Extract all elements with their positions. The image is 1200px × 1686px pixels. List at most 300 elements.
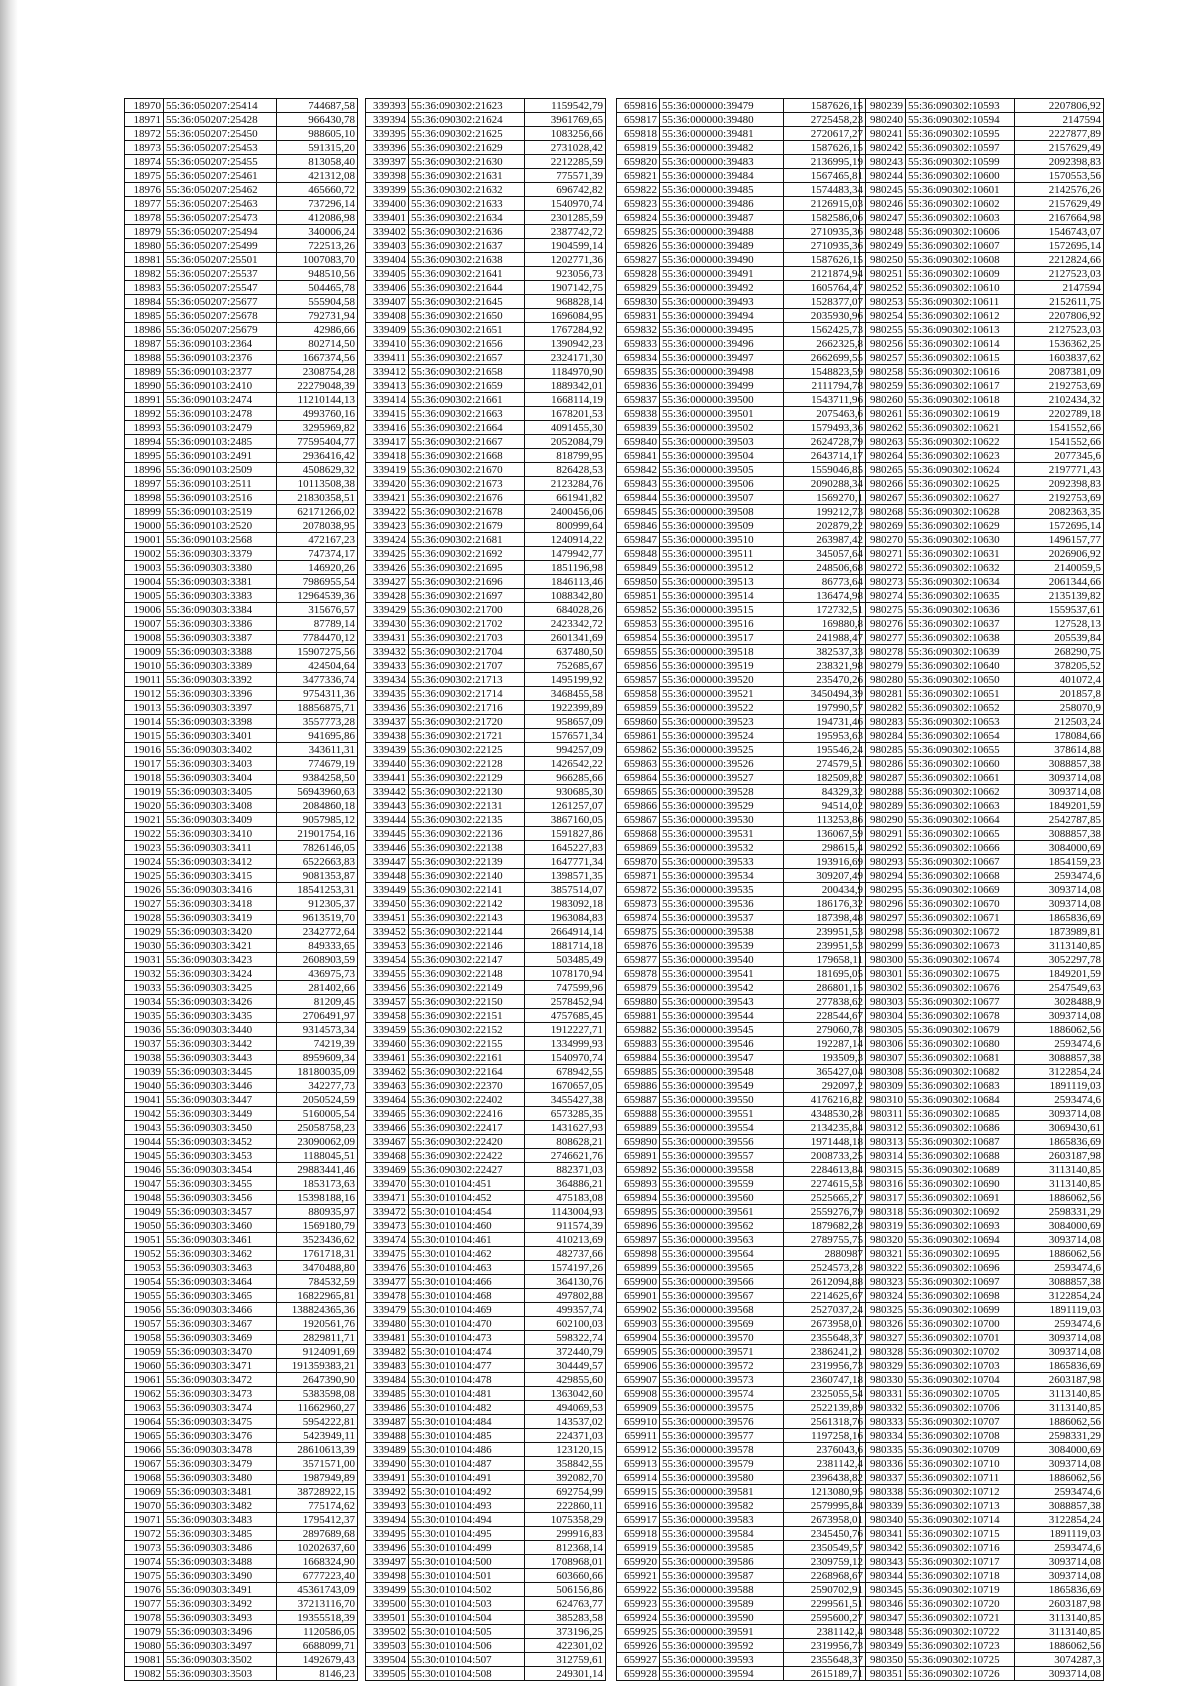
value-cell: 1971448,18 bbox=[784, 1135, 866, 1149]
value-cell: 29883441,46 bbox=[277, 1163, 358, 1177]
cadastral-number-cell: 55:36:090302:10629 bbox=[906, 519, 1015, 533]
cadastral-number-cell: 55:36:090303:3462 bbox=[164, 1247, 277, 1261]
row-number-cell: 19011 bbox=[125, 673, 164, 687]
table-row bbox=[860, 1457, 1104, 1471]
table-row bbox=[860, 631, 1104, 645]
cadastral-number-cell: 55:36:090303:3456 bbox=[164, 1191, 277, 1205]
table-row bbox=[617, 561, 866, 575]
table-row bbox=[617, 701, 866, 715]
cadastral-number-cell: 55:36:050207:25679 bbox=[164, 323, 277, 337]
table-row bbox=[125, 799, 358, 813]
value-cell: 1851196,98 bbox=[525, 561, 606, 575]
row-number-cell: 659908 bbox=[617, 1387, 660, 1401]
value-cell: 2077345,6 bbox=[1015, 449, 1104, 463]
table-row bbox=[125, 981, 358, 995]
row-number-cell: 339422 bbox=[366, 505, 409, 519]
cadastral-number-cell: 55:30:010104:477 bbox=[409, 1359, 525, 1373]
table-row bbox=[125, 435, 358, 449]
cadastral-number-cell: 55:36:090103:2478 bbox=[164, 407, 277, 421]
value-cell: 2284613,84 bbox=[784, 1163, 866, 1177]
row-number-cell: 19035 bbox=[125, 1009, 164, 1023]
table-row bbox=[125, 1163, 358, 1177]
table-row bbox=[617, 1275, 866, 1289]
value-cell: 1540970,74 bbox=[525, 1051, 606, 1065]
value-cell: 8959609,34 bbox=[277, 1051, 358, 1065]
cadastral-number-cell: 55:36:090302:10624 bbox=[906, 463, 1015, 477]
table-row bbox=[617, 1653, 866, 1667]
cadastral-number-cell: 55:36:090302:21630 bbox=[409, 155, 525, 169]
cadastral-number-cell: 55:36:090302:10716 bbox=[906, 1541, 1015, 1555]
row-number-cell: 659852 bbox=[617, 603, 660, 617]
row-number-cell: 19034 bbox=[125, 995, 164, 1009]
row-number-cell: 339499 bbox=[366, 1583, 409, 1597]
cadastral-number-cell: 55:36:090303:3490 bbox=[164, 1569, 277, 1583]
cadastral-number-cell: 55:36:090302:21623 bbox=[409, 99, 525, 113]
table-row bbox=[617, 883, 866, 897]
table-row bbox=[617, 1485, 866, 1499]
cadastral-number-cell: 55:36:090303:3450 bbox=[164, 1121, 277, 1135]
value-cell: 1865836,69 bbox=[1015, 1583, 1104, 1597]
value-cell: 661941,82 bbox=[525, 491, 606, 505]
value-cell: 2673958,01 bbox=[784, 1317, 866, 1331]
cadastral-number-cell: 55:36:090302:10606 bbox=[906, 225, 1015, 239]
value-cell: 2052084,79 bbox=[525, 435, 606, 449]
cadastral-number-cell: 55:36:090302:10695 bbox=[906, 1247, 1015, 1261]
table-row bbox=[860, 519, 1104, 533]
value-cell: 2082363,35 bbox=[1015, 505, 1104, 519]
table-row bbox=[617, 1037, 866, 1051]
row-number-cell: 19005 bbox=[125, 589, 164, 603]
row-number-cell: 339407 bbox=[366, 295, 409, 309]
row-number-cell: 339418 bbox=[366, 449, 409, 463]
value-cell: 3093714,08 bbox=[1015, 1009, 1104, 1023]
value-cell: 912305,37 bbox=[277, 897, 358, 911]
value-cell: 3093714,08 bbox=[1015, 897, 1104, 911]
table-row bbox=[860, 1443, 1104, 1457]
value-cell: 2274615,53 bbox=[784, 1177, 866, 1191]
table-row bbox=[366, 729, 606, 743]
row-number-cell: 980347 bbox=[860, 1611, 906, 1625]
table-row bbox=[125, 1149, 358, 1163]
value-cell: 3088857,38 bbox=[1015, 1051, 1104, 1065]
value-cell: 2197771,43 bbox=[1015, 463, 1104, 477]
row-number-cell: 980299 bbox=[860, 939, 906, 953]
cadastral-number-cell: 55:36:090303:3465 bbox=[164, 1289, 277, 1303]
row-number-cell: 659843 bbox=[617, 477, 660, 491]
value-cell: 195953,63 bbox=[784, 729, 866, 743]
value-cell: 9384258,50 bbox=[277, 771, 358, 785]
data-table-1 bbox=[124, 98, 358, 1681]
cadastral-number-cell: 55:36:090103:2377 bbox=[164, 365, 277, 379]
cadastral-number-cell: 55:36:000000:39487 bbox=[660, 211, 784, 225]
row-number-cell: 19012 bbox=[125, 687, 164, 701]
row-number-cell: 659886 bbox=[617, 1079, 660, 1093]
value-cell: 2127523,03 bbox=[1015, 267, 1104, 281]
cadastral-number-cell: 55:36:000000:39517 bbox=[660, 631, 784, 645]
value-cell: 2664914,14 bbox=[525, 925, 606, 939]
table-row bbox=[366, 785, 606, 799]
table-row bbox=[125, 1303, 358, 1317]
cadastral-number-cell: 55:36:090302:10612 bbox=[906, 309, 1015, 323]
value-cell: 9613519,70 bbox=[277, 911, 358, 925]
value-cell: 1963084,83 bbox=[525, 911, 606, 925]
cadastral-number-cell: 55:36:090302:10682 bbox=[906, 1065, 1015, 1079]
table-row bbox=[860, 1555, 1104, 1569]
table-row bbox=[125, 1359, 358, 1373]
value-cell: 1426542,22 bbox=[525, 757, 606, 771]
cadastral-number-cell: 55:36:090303:3449 bbox=[164, 1107, 277, 1121]
table-row bbox=[125, 113, 358, 127]
row-number-cell: 339397 bbox=[366, 155, 409, 169]
value-cell: 358842,55 bbox=[525, 1457, 606, 1471]
value-cell: 87789,14 bbox=[277, 617, 358, 631]
table-row bbox=[125, 911, 358, 925]
cadastral-number-cell: 55:36:090302:21679 bbox=[409, 519, 525, 533]
row-number-cell: 980350 bbox=[860, 1653, 906, 1667]
table-row bbox=[125, 211, 358, 225]
cadastral-number-cell: 55:36:090302:10621 bbox=[906, 421, 1015, 435]
cadastral-number-cell: 55:36:090302:21676 bbox=[409, 491, 525, 505]
table-row bbox=[860, 589, 1104, 603]
value-cell: 1159542,79 bbox=[525, 99, 606, 113]
table-row bbox=[860, 1569, 1104, 1583]
cadastral-number-cell: 55:36:090302:10678 bbox=[906, 1009, 1015, 1023]
table-row bbox=[366, 1387, 606, 1401]
cadastral-number-cell: 55:36:090302:10600 bbox=[906, 169, 1015, 183]
cadastral-number-cell: 55:36:090303:3401 bbox=[164, 729, 277, 743]
value-cell: 1708968,01 bbox=[525, 1555, 606, 1569]
row-number-cell: 659825 bbox=[617, 225, 660, 239]
row-number-cell: 659905 bbox=[617, 1345, 660, 1359]
row-number-cell: 19075 bbox=[125, 1569, 164, 1583]
cadastral-number-cell: 55:36:090303:3421 bbox=[164, 939, 277, 953]
value-cell: 5954222,81 bbox=[277, 1415, 358, 1429]
table-row bbox=[617, 1443, 866, 1457]
table-row bbox=[617, 575, 866, 589]
row-number-cell: 980295 bbox=[860, 883, 906, 897]
value-cell: 2662325,8 bbox=[784, 337, 866, 351]
row-number-cell: 339481 bbox=[366, 1331, 409, 1345]
cadastral-number-cell: 55:30:010104:470 bbox=[409, 1317, 525, 1331]
row-number-cell: 980270 bbox=[860, 533, 906, 547]
table-row bbox=[366, 1163, 606, 1177]
table-row bbox=[366, 1639, 606, 1653]
cadastral-number-cell: 55:36:090303:3380 bbox=[164, 561, 277, 575]
value-cell: 3113140,85 bbox=[1015, 1177, 1104, 1191]
row-number-cell: 339463 bbox=[366, 1079, 409, 1093]
value-cell: 1570553,56 bbox=[1015, 169, 1104, 183]
value-cell: 2212285,59 bbox=[525, 155, 606, 169]
value-cell: 4091455,30 bbox=[525, 421, 606, 435]
row-number-cell: 339460 bbox=[366, 1037, 409, 1051]
table-row bbox=[617, 1345, 866, 1359]
row-number-cell: 659922 bbox=[617, 1583, 660, 1597]
table-row bbox=[860, 953, 1104, 967]
table-row bbox=[125, 995, 358, 1009]
cadastral-number-cell: 55:30:010104:463 bbox=[409, 1261, 525, 1275]
table-row bbox=[366, 1009, 606, 1023]
cadastral-number-cell: 55:30:010104:500 bbox=[409, 1555, 525, 1569]
row-number-cell: 18975 bbox=[125, 169, 164, 183]
row-number-cell: 18974 bbox=[125, 155, 164, 169]
table-row bbox=[617, 939, 866, 953]
value-cell: 941695,86 bbox=[277, 729, 358, 743]
cadastral-number-cell: 55:36:000000:39526 bbox=[660, 757, 784, 771]
table-row bbox=[125, 1317, 358, 1331]
cadastral-number-cell: 55:36:090302:21632 bbox=[409, 183, 525, 197]
table-row bbox=[366, 1219, 606, 1233]
cadastral-number-cell: 55:30:010104:492 bbox=[409, 1485, 525, 1499]
table-row bbox=[125, 1513, 358, 1527]
row-number-cell: 659850 bbox=[617, 575, 660, 589]
table-row bbox=[617, 687, 866, 701]
table-row bbox=[617, 743, 866, 757]
table-row bbox=[366, 407, 606, 421]
value-cell: 42986,66 bbox=[277, 323, 358, 337]
cadastral-number-cell: 55:36:090103:2474 bbox=[164, 393, 277, 407]
value-cell: 2152611,75 bbox=[1015, 295, 1104, 309]
row-number-cell: 19058 bbox=[125, 1331, 164, 1345]
value-cell: 3088857,38 bbox=[1015, 757, 1104, 771]
table-row bbox=[125, 897, 358, 911]
cadastral-number-cell: 55:30:010104:495 bbox=[409, 1527, 525, 1541]
value-cell: 2227877,89 bbox=[1015, 127, 1104, 141]
cadastral-number-cell: 55:30:010104:486 bbox=[409, 1443, 525, 1457]
value-cell: 1849201,59 bbox=[1015, 967, 1104, 981]
row-number-cell: 659924 bbox=[617, 1611, 660, 1625]
cadastral-number-cell: 55:36:090303:3404 bbox=[164, 771, 277, 785]
row-number-cell: 339445 bbox=[366, 827, 409, 841]
row-number-cell: 980284 bbox=[860, 729, 906, 743]
row-number-cell: 19024 bbox=[125, 855, 164, 869]
table-row bbox=[617, 1149, 866, 1163]
cadastral-number-cell: 55:36:000000:39569 bbox=[660, 1317, 784, 1331]
table-row bbox=[860, 169, 1104, 183]
cadastral-number-cell: 55:36:090302:21637 bbox=[409, 239, 525, 253]
row-number-cell: 659891 bbox=[617, 1149, 660, 1163]
value-cell: 499357,74 bbox=[525, 1303, 606, 1317]
value-cell: 4176216,82 bbox=[784, 1093, 866, 1107]
row-number-cell: 980244 bbox=[860, 169, 906, 183]
value-cell: 2319956,73 bbox=[784, 1359, 866, 1373]
cadastral-number-cell: 55:36:000000:39528 bbox=[660, 785, 784, 799]
cadastral-number-cell: 55:36:000000:39561 bbox=[660, 1205, 784, 1219]
row-number-cell: 659890 bbox=[617, 1135, 660, 1149]
value-cell: 9754311,36 bbox=[277, 687, 358, 701]
value-cell: 1853173,63 bbox=[277, 1177, 358, 1191]
row-number-cell: 339466 bbox=[366, 1121, 409, 1135]
table-row bbox=[366, 1597, 606, 1611]
table-row bbox=[617, 869, 866, 883]
row-number-cell: 659841 bbox=[617, 449, 660, 463]
row-number-cell: 659851 bbox=[617, 589, 660, 603]
value-cell: 1983092,18 bbox=[525, 897, 606, 911]
row-number-cell: 980243 bbox=[860, 155, 906, 169]
table-row bbox=[860, 225, 1104, 239]
cadastral-number-cell: 55:36:090302:10717 bbox=[906, 1555, 1015, 1569]
row-number-cell: 339399 bbox=[366, 183, 409, 197]
value-cell: 2598331,29 bbox=[1015, 1205, 1104, 1219]
table-row bbox=[125, 463, 358, 477]
cadastral-number-cell: 55:36:090302:10694 bbox=[906, 1233, 1015, 1247]
row-number-cell: 980309 bbox=[860, 1079, 906, 1093]
row-number-cell: 659875 bbox=[617, 925, 660, 939]
table-row bbox=[617, 1163, 866, 1177]
value-cell: 2400456,06 bbox=[525, 505, 606, 519]
cadastral-number-cell: 55:30:010104:482 bbox=[409, 1401, 525, 1415]
value-cell: 1696084,95 bbox=[525, 309, 606, 323]
row-number-cell: 980341 bbox=[860, 1527, 906, 1541]
cadastral-number-cell: 55:36:000000:39515 bbox=[660, 603, 784, 617]
row-number-cell: 980328 bbox=[860, 1345, 906, 1359]
value-cell: 2662699,55 bbox=[784, 351, 866, 365]
table-row bbox=[617, 1359, 866, 1373]
cadastral-number-cell: 55:36:090302:10667 bbox=[906, 855, 1015, 869]
table-row bbox=[860, 939, 1104, 953]
value-cell: 1075358,29 bbox=[525, 1513, 606, 1527]
value-cell: 2026906,92 bbox=[1015, 547, 1104, 561]
value-cell: 19355518,39 bbox=[277, 1611, 358, 1625]
cadastral-number-cell: 55:36:000000:39536 bbox=[660, 897, 784, 911]
value-cell: 849333,65 bbox=[277, 939, 358, 953]
row-number-cell: 659895 bbox=[617, 1205, 660, 1219]
table-row bbox=[617, 715, 866, 729]
table-row bbox=[617, 1317, 866, 1331]
row-number-cell: 980305 bbox=[860, 1023, 906, 1037]
row-number-cell: 980249 bbox=[860, 239, 906, 253]
row-number-cell: 19057 bbox=[125, 1317, 164, 1331]
cadastral-number-cell: 55:36:090302:21636 bbox=[409, 225, 525, 239]
cadastral-number-cell: 55:36:090303:3420 bbox=[164, 925, 277, 939]
value-cell: 2542787,85 bbox=[1015, 813, 1104, 827]
value-cell: 882371,03 bbox=[525, 1163, 606, 1177]
value-cell: 3084000,69 bbox=[1015, 1443, 1104, 1457]
value-cell: 2897689,68 bbox=[277, 1527, 358, 1541]
row-number-cell: 980287 bbox=[860, 771, 906, 785]
table-row bbox=[617, 673, 866, 687]
value-cell: 6777223,40 bbox=[277, 1569, 358, 1583]
table-row bbox=[366, 1205, 606, 1219]
row-number-cell: 339433 bbox=[366, 659, 409, 673]
row-number-cell: 19073 bbox=[125, 1541, 164, 1555]
value-cell: 10113508,38 bbox=[277, 477, 358, 491]
row-number-cell: 659856 bbox=[617, 659, 660, 673]
row-number-cell: 18996 bbox=[125, 463, 164, 477]
table-row bbox=[617, 183, 866, 197]
value-cell: 2075463,6 bbox=[784, 407, 866, 421]
row-number-cell: 339428 bbox=[366, 589, 409, 603]
value-cell: 201857,8 bbox=[1015, 687, 1104, 701]
cadastral-number-cell: 55:36:090302:22147 bbox=[409, 953, 525, 967]
value-cell: 205539,84 bbox=[1015, 631, 1104, 645]
row-number-cell: 19079 bbox=[125, 1625, 164, 1639]
cadastral-number-cell: 55:36:090302:22427 bbox=[409, 1163, 525, 1177]
table-row bbox=[617, 407, 866, 421]
value-cell: 2525665,27 bbox=[784, 1191, 866, 1205]
table-row bbox=[125, 589, 358, 603]
cadastral-number-cell: 55:36:000000:39524 bbox=[660, 729, 784, 743]
table-row bbox=[125, 1093, 358, 1107]
cadastral-number-cell: 55:36:090303:3403 bbox=[164, 757, 277, 771]
table-row bbox=[125, 1289, 358, 1303]
row-number-cell: 659822 bbox=[617, 183, 660, 197]
table-row bbox=[860, 127, 1104, 141]
cadastral-number-cell: 55:30:010104:504 bbox=[409, 1611, 525, 1625]
table-row bbox=[366, 1303, 606, 1317]
table-row bbox=[860, 575, 1104, 589]
cadastral-number-cell: 55:36:090302:10670 bbox=[906, 897, 1015, 911]
row-number-cell: 339484 bbox=[366, 1373, 409, 1387]
value-cell: 15907275,56 bbox=[277, 645, 358, 659]
row-number-cell: 339421 bbox=[366, 491, 409, 505]
cadastral-number-cell: 55:36:000000:39580 bbox=[660, 1471, 784, 1485]
cadastral-number-cell: 55:30:010104:474 bbox=[409, 1345, 525, 1359]
row-number-cell: 659910 bbox=[617, 1415, 660, 1429]
value-cell: 1907142,75 bbox=[525, 281, 606, 295]
value-cell: 1083256,66 bbox=[525, 127, 606, 141]
cadastral-number-cell: 55:36:090303:3466 bbox=[164, 1303, 277, 1317]
row-number-cell: 659884 bbox=[617, 1051, 660, 1065]
cadastral-number-cell: 55:36:090302:22148 bbox=[409, 967, 525, 981]
value-cell: 775571,39 bbox=[525, 169, 606, 183]
table-row bbox=[617, 309, 866, 323]
row-number-cell: 19042 bbox=[125, 1107, 164, 1121]
value-cell: 1007083,70 bbox=[277, 253, 358, 267]
cadastral-number-cell: 55:36:090302:10718 bbox=[906, 1569, 1015, 1583]
row-number-cell: 339493 bbox=[366, 1499, 409, 1513]
value-cell: 602100,03 bbox=[525, 1317, 606, 1331]
cadastral-number-cell: 55:30:010104:462 bbox=[409, 1247, 525, 1261]
value-cell: 22279048,39 bbox=[277, 379, 358, 393]
table-row bbox=[366, 253, 606, 267]
row-number-cell: 18987 bbox=[125, 337, 164, 351]
value-cell: 494069,53 bbox=[525, 1401, 606, 1415]
row-number-cell: 19019 bbox=[125, 785, 164, 799]
cadastral-number-cell: 55:36:090302:10597 bbox=[906, 141, 1015, 155]
row-number-cell: 659887 bbox=[617, 1093, 660, 1107]
cadastral-number-cell: 55:36:000000:39557 bbox=[660, 1149, 784, 1163]
row-number-cell: 659831 bbox=[617, 309, 660, 323]
row-number-cell: 659869 bbox=[617, 841, 660, 855]
table-row bbox=[125, 169, 358, 183]
value-cell: 195546,24 bbox=[784, 743, 866, 757]
value-cell: 45361743,09 bbox=[277, 1583, 358, 1597]
cadastral-number-cell: 55:36:000000:39525 bbox=[660, 743, 784, 757]
cadastral-number-cell: 55:36:000000:39545 bbox=[660, 1023, 784, 1037]
cadastral-number-cell: 55:36:090302:10634 bbox=[906, 575, 1015, 589]
value-cell: 2706491,97 bbox=[277, 1009, 358, 1023]
cadastral-number-cell: 55:36:000000:39573 bbox=[660, 1373, 784, 1387]
row-number-cell: 339471 bbox=[366, 1191, 409, 1205]
value-cell: 21901754,16 bbox=[277, 827, 358, 841]
row-number-cell: 339479 bbox=[366, 1303, 409, 1317]
row-number-cell: 18993 bbox=[125, 421, 164, 435]
row-number-cell: 339412 bbox=[366, 365, 409, 379]
table-row bbox=[860, 505, 1104, 519]
value-cell: 136067,59 bbox=[784, 827, 866, 841]
row-number-cell: 659866 bbox=[617, 799, 660, 813]
cadastral-number-cell: 55:36:090302:10618 bbox=[906, 393, 1015, 407]
table-row bbox=[125, 1247, 358, 1261]
table-row bbox=[366, 435, 606, 449]
row-number-cell: 659901 bbox=[617, 1289, 660, 1303]
table-row bbox=[125, 295, 358, 309]
cadastral-number-cell: 55:36:090303:3392 bbox=[164, 673, 277, 687]
value-cell: 923056,73 bbox=[525, 267, 606, 281]
table-row bbox=[366, 575, 606, 589]
value-cell: 2547549,63 bbox=[1015, 981, 1104, 995]
row-number-cell: 19026 bbox=[125, 883, 164, 897]
